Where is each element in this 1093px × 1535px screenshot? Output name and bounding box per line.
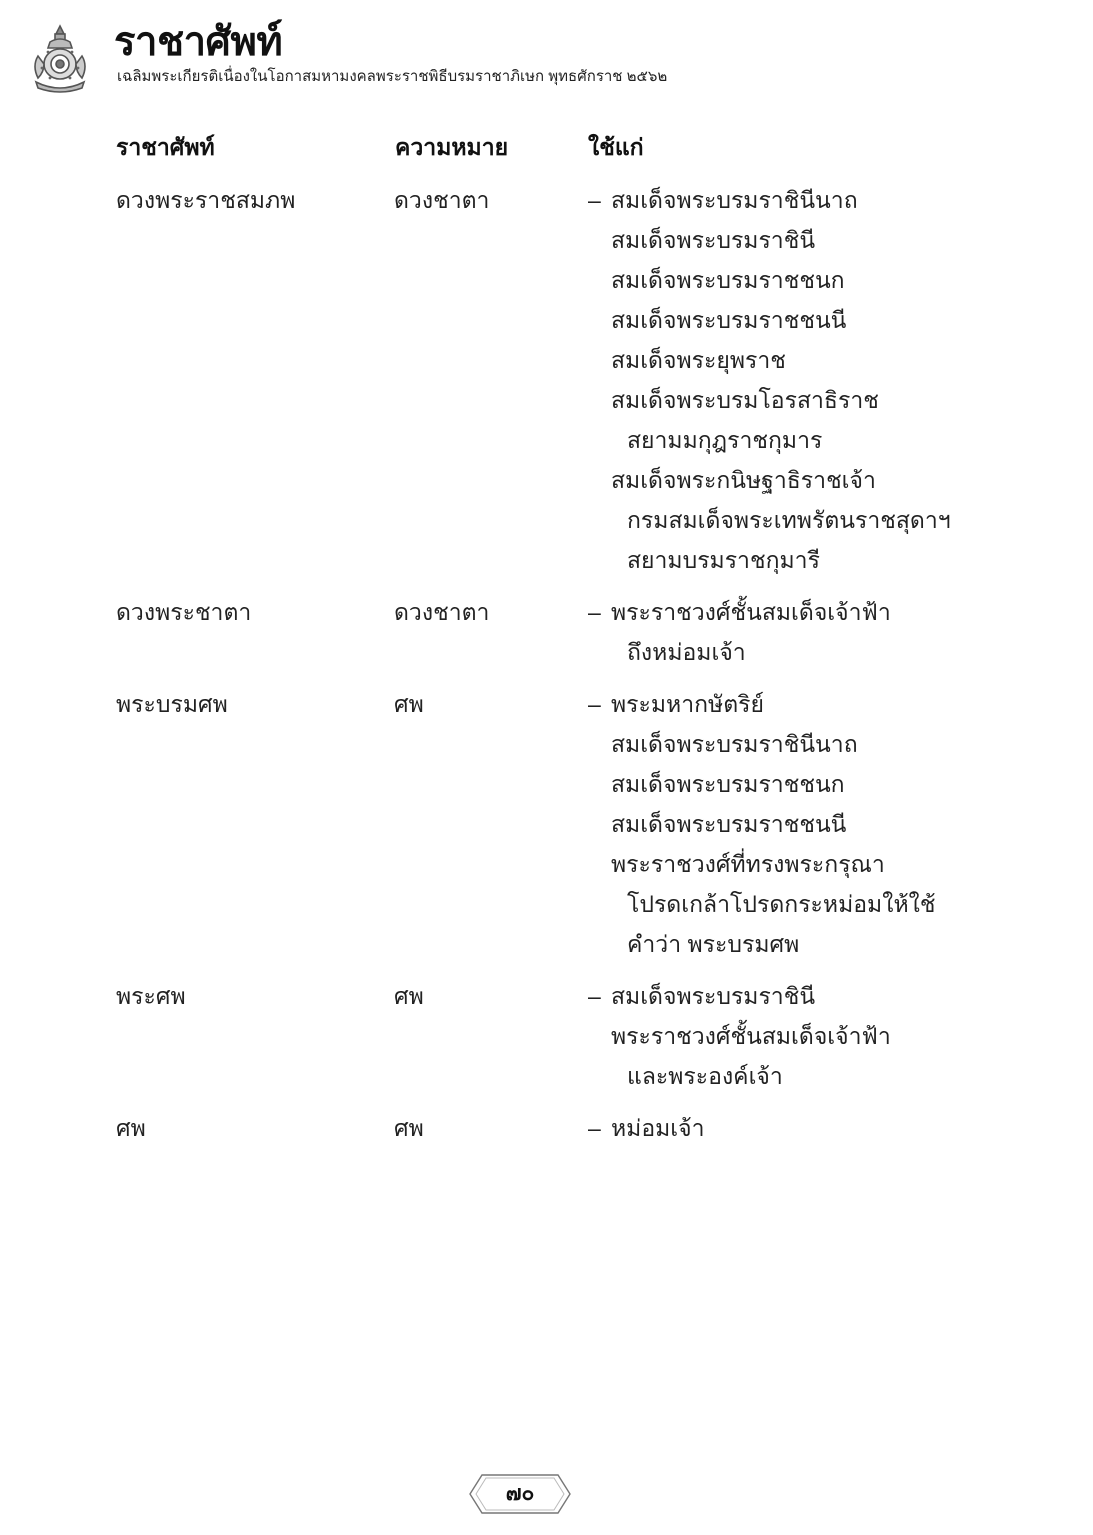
entry-usage-list <box>588 976 891 1096</box>
usage-line <box>588 884 935 924</box>
entry-meaning: ดวงชาตา <box>394 599 490 625</box>
usage-text: กรมสมเด็จพระเทพรัตนราชสุดาฯ <box>627 507 951 533</box>
page-number: ๗๐ <box>505 1482 535 1505</box>
entry-meaning: ศพ <box>394 1115 424 1141</box>
usage-text: สมเด็จพระกนิษฐาธิราชเจ้า <box>611 467 876 493</box>
usage-line <box>588 340 951 380</box>
usage-text: พระราชวงศ์ชั้นสมเด็จเจ้าฟ้า <box>611 599 891 625</box>
entry-usage-list <box>588 180 951 580</box>
page-subtitle: เฉลิมพระเกียรติเนื่องในโอกาสมหามงคลพระราชพิธีบรมราชาภิเษก พุทธศักราช ๒๕๖๒ <box>117 68 668 85</box>
usage-text: พระมหากษัตริย์ <box>611 691 764 717</box>
usage-text: หม่อมเจ้า <box>611 1115 705 1141</box>
usage-line <box>588 180 951 220</box>
usage-line <box>588 300 951 340</box>
usage-line <box>588 540 951 580</box>
usage-line <box>588 1056 891 1096</box>
usage-text: คำว่า พระบรมศพ <box>627 931 800 957</box>
entry-meaning: ศพ <box>394 983 424 1009</box>
column-heading-usage: ใช้แก่ <box>588 134 644 160</box>
usage-text: สมเด็จพระบรมราชินี <box>611 983 816 1009</box>
usage-text: ถึงหม่อมเจ้า <box>627 639 746 665</box>
usage-text: สมเด็จพระบรมราชชนก <box>611 771 845 797</box>
usage-line <box>588 684 935 724</box>
usage-text: สมเด็จพระบรมราชินีนาถ <box>611 731 858 757</box>
entry-meaning: ดวงชาตา <box>394 187 490 213</box>
usage-line <box>588 1108 705 1148</box>
usage-dash: – <box>588 187 601 213</box>
usage-dash: – <box>588 599 601 625</box>
entry-term: ดวงพระชาตา <box>116 599 252 625</box>
usage-line <box>588 420 951 460</box>
column-heading-term: ราชาศัพท์ <box>116 134 215 160</box>
entry-term: พระศพ <box>116 983 186 1009</box>
usage-text: สมเด็จพระยุพราช <box>611 347 786 373</box>
usage-line <box>588 804 935 844</box>
usage-text: สมเด็จพระบรมราชชนก <box>611 267 845 293</box>
usage-dash: – <box>588 1115 601 1141</box>
usage-text: พระราชวงศ์ที่ทรงพระกรุณา <box>611 851 885 877</box>
usage-line <box>588 592 891 632</box>
usage-text: โปรดเกล้าโปรดกระหม่อมให้ใช้ <box>627 891 936 917</box>
usage-text: สยามมกุฎราชกุมาร <box>627 427 823 453</box>
usage-text: สมเด็จพระบรมราชินี <box>611 227 816 253</box>
usage-line <box>588 632 891 672</box>
entry-usage-list <box>588 684 935 964</box>
entry-term: พระบรมศพ <box>116 691 228 717</box>
usage-text: สมเด็จพระบรมราชชนนี <box>611 307 847 333</box>
usage-line <box>588 1016 891 1056</box>
usage-line <box>588 460 951 500</box>
usage-line <box>588 924 935 964</box>
usage-text: สมเด็จพระบรมราชินีนาถ <box>611 187 858 213</box>
entry-usage-list <box>588 592 891 672</box>
entry-term: ดวงพระราชสมภพ <box>116 187 296 213</box>
usage-text: พระราชวงศ์ชั้นสมเด็จเจ้าฟ้า <box>611 1023 891 1049</box>
page-number-badge <box>468 1472 572 1516</box>
entry-meaning: ศพ <box>394 691 424 717</box>
usage-line <box>588 724 935 764</box>
usage-line <box>588 260 951 300</box>
usage-line <box>588 380 951 420</box>
usage-line <box>588 764 935 804</box>
usage-text: สยามบรมราชกุมารี <box>627 547 820 573</box>
usage-text: และพระองค์เจ้า <box>627 1063 783 1089</box>
entry-usage-list <box>588 1108 705 1148</box>
usage-dash: – <box>588 691 601 717</box>
royal-emblem-icon <box>28 22 92 94</box>
entry-term: ศพ <box>116 1115 146 1141</box>
usage-line <box>588 844 935 884</box>
usage-line <box>588 500 951 540</box>
column-heading-meaning: ความหมาย <box>395 134 509 160</box>
usage-line <box>588 976 891 1016</box>
usage-dash: – <box>588 983 601 1009</box>
page-title: ราชาศัพท์ <box>114 20 283 64</box>
usage-text: สมเด็จพระบรมราชชนนี <box>611 811 847 837</box>
usage-text: สมเด็จพระบรมโอรสาธิราช <box>611 387 879 413</box>
usage-line <box>588 220 951 260</box>
